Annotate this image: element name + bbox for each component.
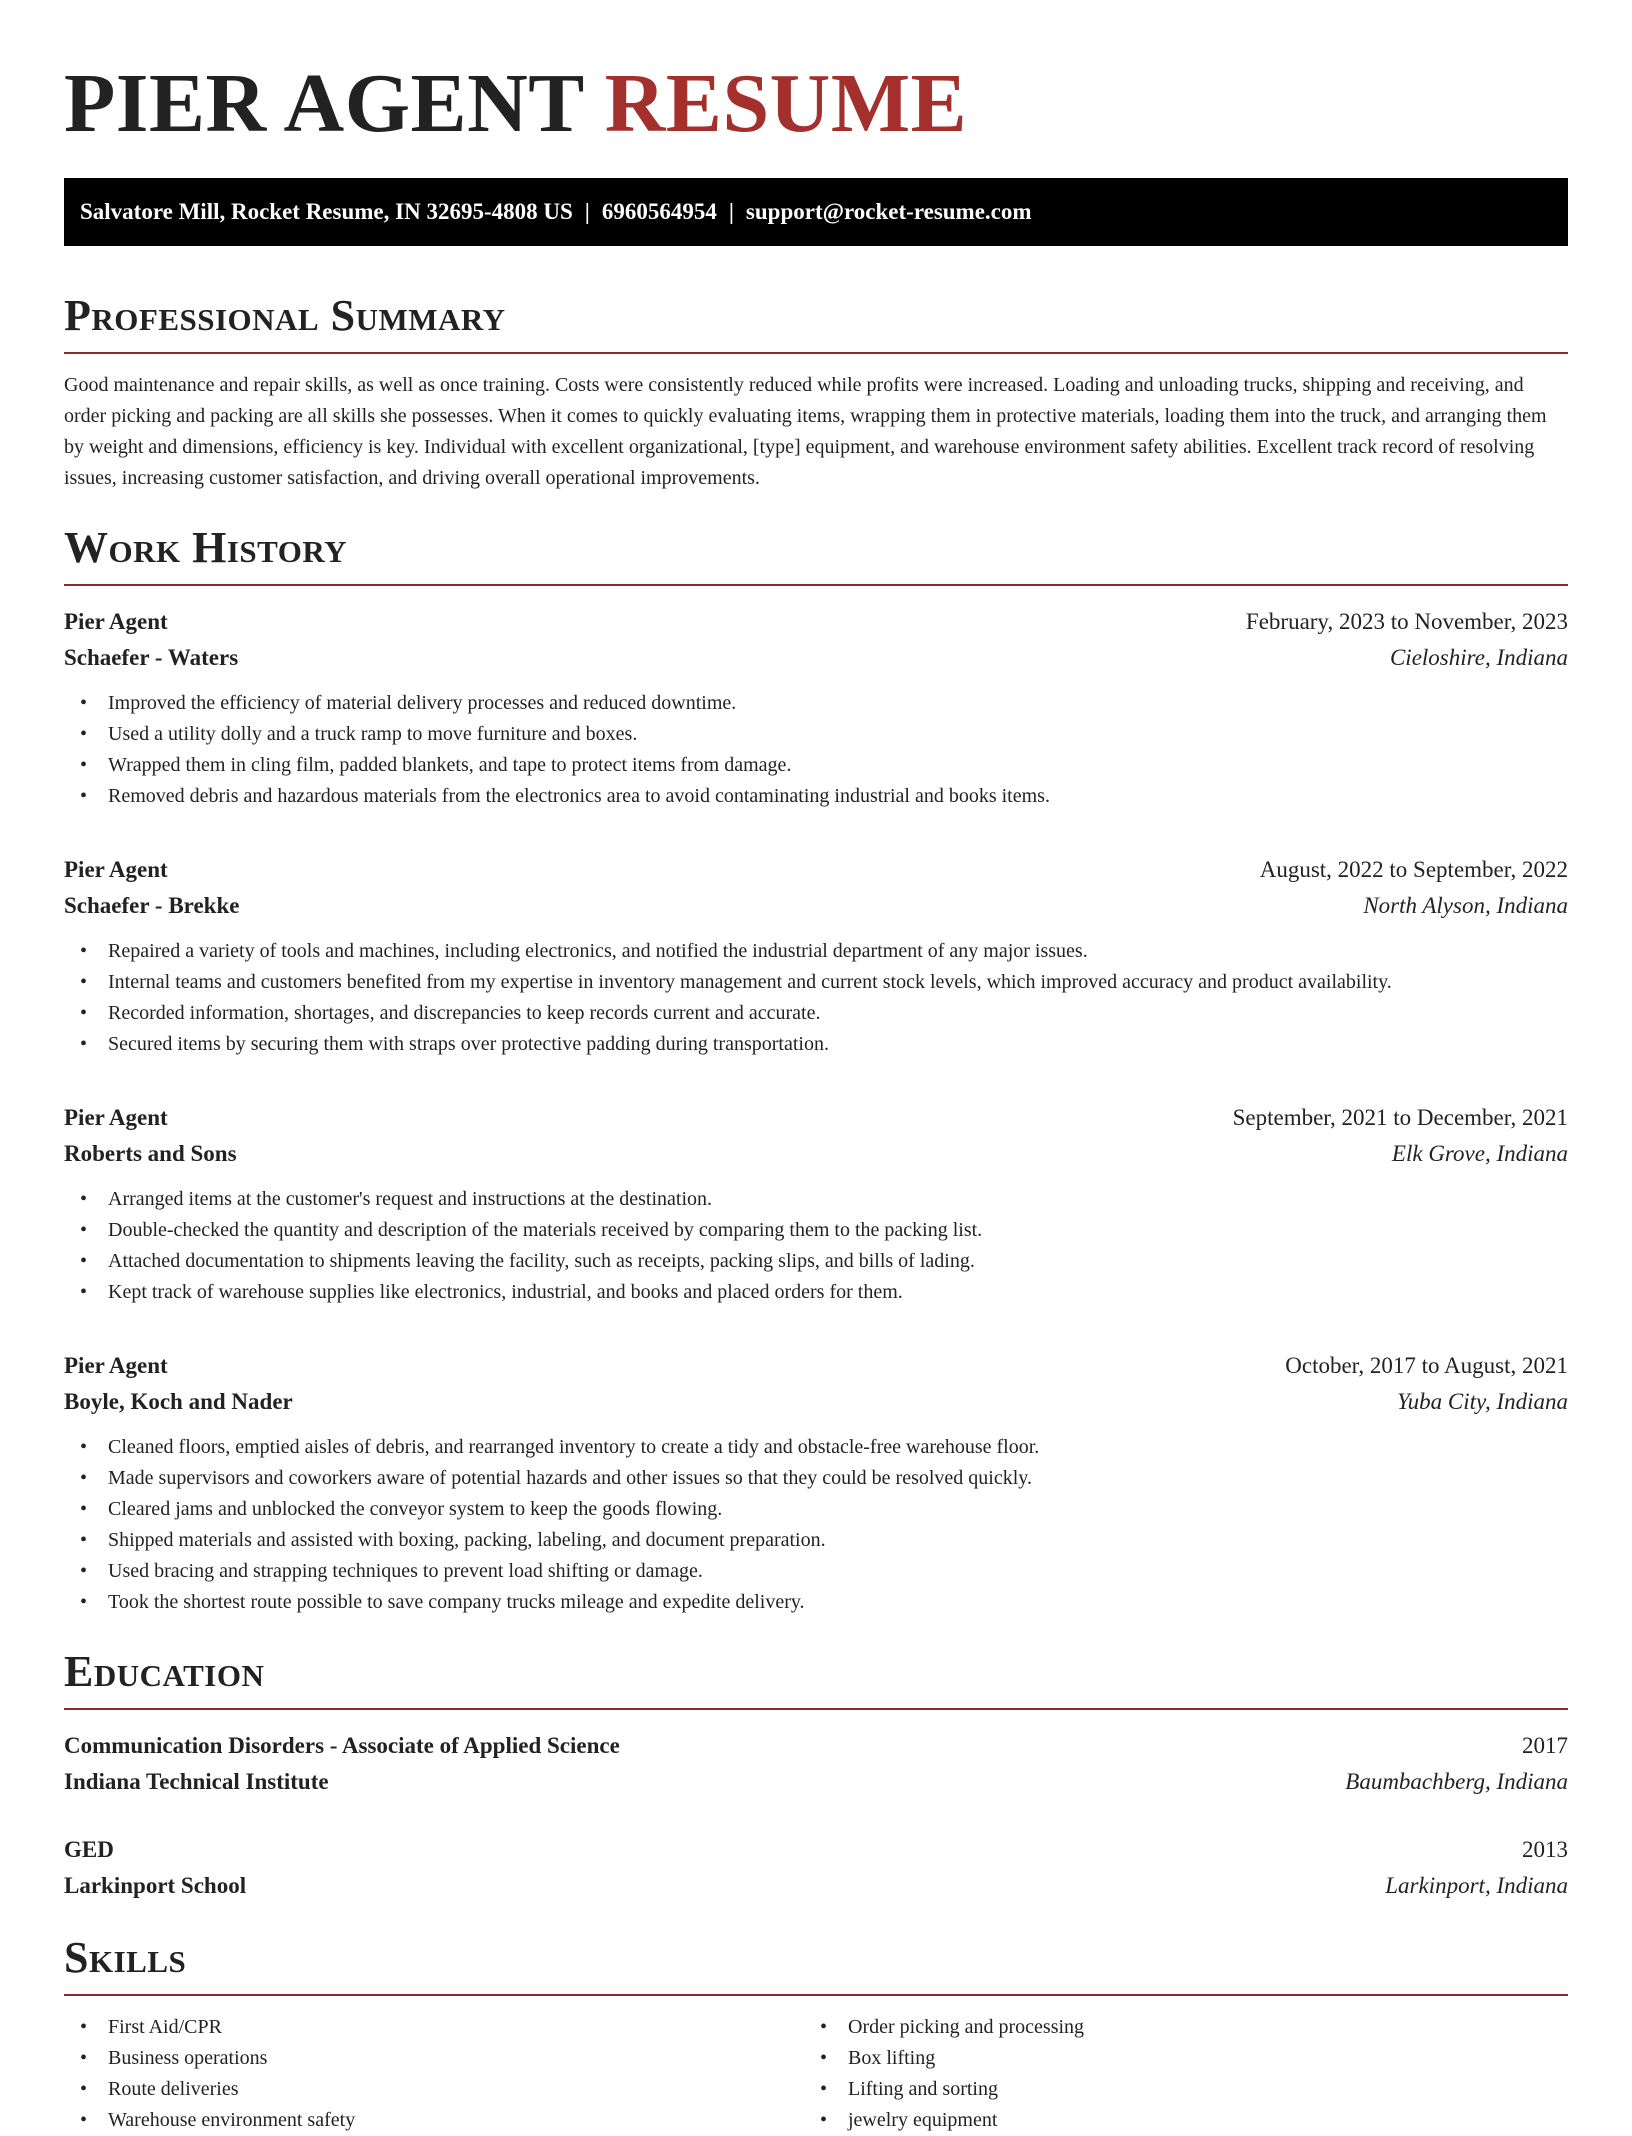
skills-list-right <box>804 2012 1544 2136</box>
list-item: • Took the shortest route possible to save company trucks mileage and expedite delivery. <box>64 1587 1568 1618</box>
resume-title-name: PIER AGENT <box>64 57 584 150</box>
education-year: 2013 <box>1522 1837 1568 1862</box>
education-location: Larkinport, Indiana <box>1385 1873 1568 1898</box>
job-company-row <box>64 888 1568 924</box>
skill-item: • Business operations <box>64 2043 804 2074</box>
education-degree: GED <box>64 1837 114 1862</box>
job-company: Schaefer - Waters <box>64 645 239 670</box>
list-item: • Secured items by securing them with straps over protective padding during transportation. <box>64 1029 1568 1060</box>
skill-item: • jewelry equipment <box>804 2105 1544 2136</box>
section-title-education: Education <box>64 1646 1568 1710</box>
job-dates: September, 2021 to December, 2021 <box>1232 1105 1568 1130</box>
summary-text: Good maintenance and repair skills, as well as once training. Costs were consistently reduced while profits were increased. Loading and unloading trucks, shipping and receiving, and order picking and packing are all skills she possesses. When it comes to quickly evaluating items, wrapping them in protective materials, loading them into the truck, and arranging them by weight and dimensions, efficiency is key. Individual with excellent organizational, [type] equipment, and warehouse environment safety abilities. Excellent track record of resolving issues, increasing customer satisfaction, and driving overall operational improvements. <box>64 374 1547 489</box>
job-dates: October, 2017 to August, 2021 <box>1285 1353 1568 1378</box>
list-item: • Arranged items at the customer's request and instructions at the destination. <box>64 1184 1568 1215</box>
education-school-row <box>64 1868 1568 1904</box>
resume-page <box>64 0 1568 2136</box>
list-item: • Cleared jams and unblocked the conveyor system to keep the goods flowing. <box>64 1494 1568 1525</box>
list-item: • Cleaned floors, emptied aisles of debris, and rearranged inventory to create a tidy and obstacle-free warehouse floor. <box>64 1432 1568 1463</box>
list-item: • Used a utility dolly and a truck ramp to move furniture and boxes. <box>64 719 1568 750</box>
job-duties-list <box>64 936 1568 1060</box>
contact-phone: 6960564954 <box>601 199 717 224</box>
resume-title <box>64 56 1568 152</box>
job-company: Boyle, Koch and Nader <box>64 1389 293 1414</box>
education-degree: Communication Disorders - Associate of Applied Science <box>64 1733 620 1758</box>
list-item: • Removed debris and hazardous materials from the electronics area to avoid contaminating industrial and books items. <box>64 781 1568 812</box>
contact-separator: | <box>584 199 590 224</box>
resume-title-accent: RESUME <box>604 57 968 150</box>
education-degree-row <box>64 1832 1568 1868</box>
list-item: • Used bracing and strapping techniques to prevent load shifting or damage. <box>64 1556 1568 1587</box>
education-school-row <box>64 1764 1568 1800</box>
job-company-row <box>64 640 1568 676</box>
skill-item: • Warehouse environment safety <box>64 2105 804 2136</box>
job-entry <box>64 1348 1568 1618</box>
education-location: Baumbachberg, Indiana <box>1345 1769 1568 1794</box>
job-role: Pier Agent <box>64 1105 168 1130</box>
list-item: • Repaired a variety of tools and machines, including electronics, and notified the industrial department of any major issues. <box>64 936 1568 967</box>
job-location: Cieloshire, Indiana <box>1389 645 1568 670</box>
job-company: Schaefer - Brekke <box>64 893 240 918</box>
skill-item: • Order picking and processing <box>804 2012 1544 2043</box>
job-role: Pier Agent <box>64 857 168 882</box>
list-item: • Kept track of warehouse supplies like electronics, industrial, and books and placed orders for them. <box>64 1277 1568 1308</box>
education-school: Larkinport School <box>64 1873 247 1898</box>
list-item: • Wrapped them in cling film, padded blankets, and tape to protect items from damage. <box>64 750 1568 781</box>
job-header-row <box>64 852 1568 888</box>
job-location: Yuba City, Indiana <box>1396 1389 1568 1414</box>
skill-item: • First Aid/CPR <box>64 2012 804 2043</box>
skills-list-left <box>64 2012 804 2136</box>
job-company-row <box>64 1136 1568 1172</box>
job-header-row <box>64 1100 1568 1136</box>
job-entry <box>64 1100 1568 1308</box>
section-title-skills: Skills <box>64 1932 1568 1996</box>
skill-item: • Lifting and sorting <box>804 2074 1544 2105</box>
list-item: • Shipped materials and assisted with boxing, packing, labeling, and document preparation. <box>64 1525 1568 1556</box>
skill-item: • Route deliveries <box>64 2074 804 2105</box>
job-entry <box>64 852 1568 1060</box>
job-role: Pier Agent <box>64 1353 168 1378</box>
job-duties-list <box>64 1184 1568 1308</box>
job-header-row <box>64 1348 1568 1384</box>
list-item: • Double-checked the quantity and description of the materials received by comparing them to the packing list. <box>64 1215 1568 1246</box>
contact-address: Salvatore Mill, Rocket Resume, IN 32695-4808 US <box>80 199 573 224</box>
section-title-work-history: Work History <box>64 522 1568 586</box>
job-header-row <box>64 604 1568 640</box>
contact-bar <box>64 178 1568 246</box>
job-duties-list <box>64 1432 1568 1618</box>
list-item: • Recorded information, shortages, and discrepancies to keep records current and accurate. <box>64 998 1568 1029</box>
list-item: • Improved the efficiency of material delivery processes and reduced downtime. <box>64 688 1568 719</box>
job-company: Roberts and Sons <box>64 1141 237 1166</box>
education-entry <box>64 1728 1568 1800</box>
job-location: Elk Grove, Indiana <box>1391 1141 1568 1166</box>
job-location: North Alyson, Indiana <box>1363 893 1568 918</box>
contact-separator: | <box>728 199 734 224</box>
list-item: • Attached documentation to shipments leaving the facility, such as receipts, packing slips, and bills of lading. <box>64 1246 1568 1277</box>
skill-item: • Box lifting <box>804 2043 1544 2074</box>
list-item: • Internal teams and customers benefited from my expertise in inventory management and current stock levels, which improved accuracy and product availability. <box>64 967 1568 998</box>
job-duties-list <box>64 688 1568 812</box>
job-entry <box>64 604 1568 812</box>
job-dates: February, 2023 to November, 2023 <box>1245 609 1568 634</box>
list-item: • Made supervisors and coworkers aware of potential hazards and other issues so that they could be resolved quickly. <box>64 1463 1568 1494</box>
job-company-row <box>64 1384 1568 1420</box>
job-dates: August, 2022 to September, 2022 <box>1259 857 1568 882</box>
section-title-summary: Professional Summary <box>64 290 1568 354</box>
education-year: 2017 <box>1522 1733 1568 1758</box>
job-role: Pier Agent <box>64 609 168 634</box>
education-degree-row <box>64 1728 1568 1764</box>
skills-grid <box>64 2012 1568 2136</box>
education-school: Indiana Technical Institute <box>64 1769 329 1794</box>
education-entry <box>64 1832 1568 1904</box>
contact-email: support@rocket-resume.com <box>745 199 1032 224</box>
